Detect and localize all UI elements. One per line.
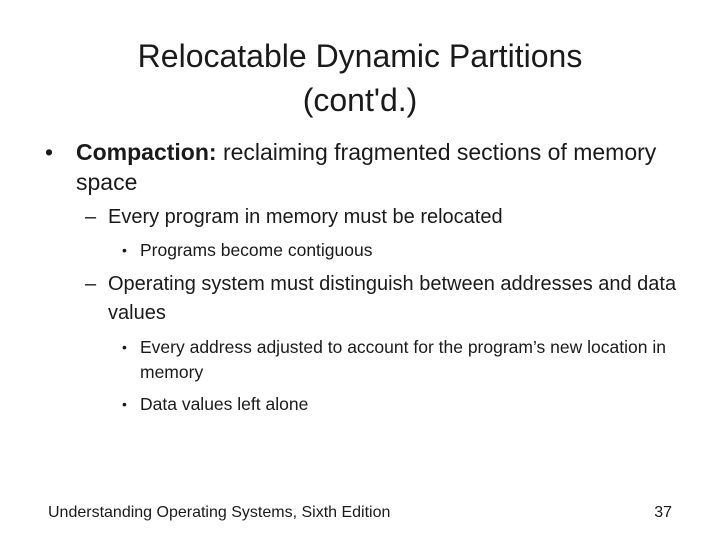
point-marker: •	[122, 242, 127, 258]
bullet-definition: reclaiming fragmented sections of memory space	[76, 139, 657, 195]
slide-title	[60, 34, 660, 122]
bullet-compaction	[45, 137, 685, 197]
subbullet-distinguish	[85, 270, 685, 328]
point-address-adjusted	[122, 335, 682, 385]
slide-title-line-2: (cont'd.)	[302, 82, 418, 118]
dash-marker: –	[85, 206, 97, 228]
point-text: Programs become contiguous	[140, 240, 373, 260]
bullet-text	[76, 137, 685, 197]
dash-marker: –	[85, 273, 97, 295]
footer-book-title: Understanding Operating Systems, Sixth Edition	[48, 504, 391, 521]
point-data-values	[122, 392, 682, 417]
subbullet-relocated	[85, 203, 685, 232]
point-text: Every address adjusted to account for the program’s new location in memory	[140, 337, 666, 382]
bullet-marker: •	[45, 139, 54, 165]
point-text: Data values left alone	[140, 394, 309, 414]
point-marker: •	[122, 396, 127, 412]
point-contiguous	[122, 238, 682, 263]
bullet-term: Compaction:	[76, 139, 217, 165]
subbullet-text: Operating system must distinguish between addresses and data values	[108, 273, 677, 324]
point-marker: •	[122, 339, 127, 355]
page-number: 37	[654, 504, 672, 521]
slide-title-line-1: Relocatable Dynamic Partitions	[137, 38, 583, 74]
subbullet-text: Every program in memory must be relocated	[108, 206, 503, 228]
